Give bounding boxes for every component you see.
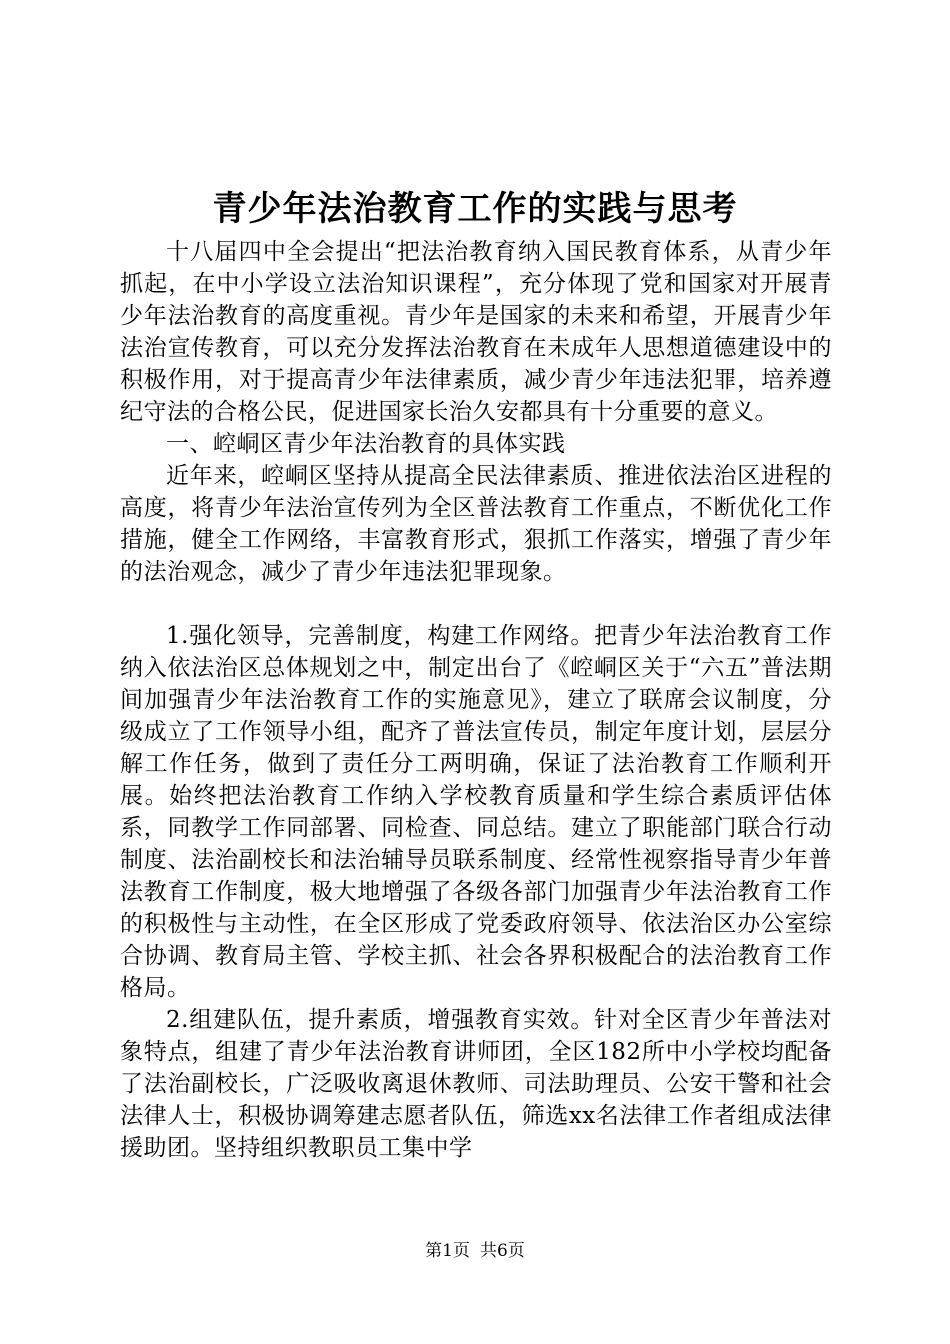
document-title: 青少年法治教育工作的实践与思考 [212, 189, 738, 229]
page-number: 第1页 [425, 1241, 470, 1261]
section-heading: 一、崆峒区青少年法治教育的具体实践 [166, 431, 566, 457]
section-intro-paragraph: 近年来，崆峒区坚持从提高全民法律素质、推进依法治区进程的高度，将青少年法治宣传列为全区普法教育工作重点，不断优化工作措施，健全工作网络，丰富教育形式，狠抓工作落实，增强了青少年的法治观念，减少了青少年违法犯罪现象。 [120, 463, 832, 585]
item-2-paragraph: 2.组建队伍，提升素质，增强教育实效。针对全区青少年普法对象特点，组建了青少年法治教育讲师团，全区182所中小学校均配备了法治副校长，广泛吸收离退休教师、司法助理员、公安干警和社会法律人士，积极协调筹建志愿者队伍，筛选xx名法律工作者组成法律援助团。坚持组织教职员工集中学 [120, 1007, 832, 1161]
item-1-paragraph: 1.强化领导，完善制度，构建工作网络。把青少年法治教育工作纳入依法治区总体规划之中，制定出台了《崆峒区关于“六五”普法期间加强青少年法治教育工作的实施意见》，建立了联席会议制度，分级成立了工作领导小组，配齐了普法宣传员，制定年度计划，层层分解工作任务，做到了责任分工两明确，保证了法治教育工作顺利开展。始终把法治教育工作纳入学校教育质量和学生综合素质评估体系，同教学工作同部署、同检查、同总结。建立了职能部门联合行动制度、法治副校长和法治辅导员联系制度、经常性视察指导青少年普法教育工作制度，极大地增强了各级各部门加强青少年法治教育工作的积极性与主动性，在全区形成了党委政府领导、依法治区办公室综合协调、教育局主管、学校主抓、社会各界积极配合的法治教育工作格局。 [120, 623, 832, 1001]
page-total: 共6页 [480, 1241, 525, 1261]
page-footer [0, 1240, 950, 1262]
document-body [120, 236, 832, 1164]
intro-paragraph: 十八届四中全会提出“把法治教育纳入国民教育体系，从青少年抓起，在中小学设立法治知识课程”，充分体现了党和国家对开展青少年法治教育的高度重视。青少年是国家的未来和希望，开展青少年法治宣传教育，可以充分发挥法治教育在未成年人思想道德建设中的积极作用，对于提高青少年法律素质，减少青少年违法犯罪，培养遵纪守法的合格公民，促进国家长治久安都具有十分重要的意义。 [120, 239, 832, 425]
